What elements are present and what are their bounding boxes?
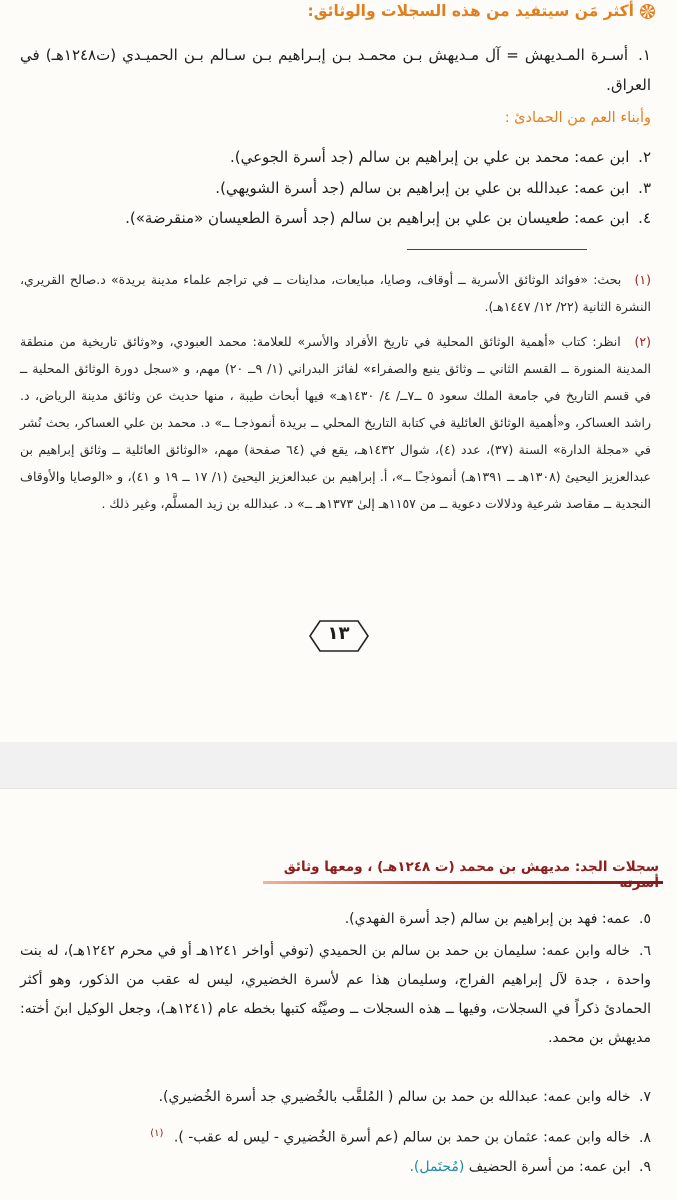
header-rule [263,881,663,884]
section-heading [308,2,655,20]
list-item-2 [20,142,651,172]
item-text: ابن عمه: عبدالله بن علي بن إبراهيم بن سالم (جد أسرة الشويهي). [215,179,630,197]
item-text: ابن عمه: من أسرة الحضيف [468,1159,631,1175]
sunburst-bullet-icon [640,4,655,19]
list-item-8 [20,1119,651,1153]
list-item-3 [20,173,651,203]
item-text: أسـرة المـديهش = آل مـديهش بـن محمـد بـن إبـراهيم بـن سـالم بـن الحميـدي (ت١٢٤٨هـ) في العراق. [20,46,651,94]
item-number: ٦. [639,943,651,959]
item-number: ٨. [639,1129,651,1146]
item-text: خاله وابن عمه: عثمان بن حمد بن سالم (عم أسرة الخُضيري - ليس له عقب- ). [173,1129,631,1146]
page-number-badge [308,619,370,653]
footnote-marker: (١) [634,272,651,287]
list-item-9 [20,1153,651,1182]
footnote-reference[interactable]: (١) [150,1128,164,1139]
footnote-marker: (٢) [634,334,651,349]
footnote-text: انظر: كتاب «أهمية الوثائق المحلية في تاريخ الأفراد والأسر» للعلامة: محمد العبودي، و«وثائق تاريخية من منطقة المدينة المنورة ــ القسم الثاني ــ وثائق ينبع والصفراء» لفائز البدراني (١/ ٩ــ ٢٠) مهم، و «سجل دورة الوثائق المحلية ــ في قسم التاريخ في جامعة الملك سعود ٥ ــ٧ــ/ ٤/ ١٤٣٠هـ» فيها أبحاث طيبة ، منها حديث عن وثائق مدينة الرياض، د. راشد العساكر، و«أهمية الوثائق العائلية في كتابة التاريخ المحلي ــ بريدة أنموذجـا ــ» د. محمد بن علي العساكر، بحث نُشر في «مجلة الدارة» السنة (٣٧)، عدد (٤)، شوال ١٤٣٢هـ، يقع في (٦٤ صفحة) مهم، «الوثائق العائلية ــ وثائق إبراهيم بن عبدالعزيز اليحيئ (١٣٠٨هـ ــ ١٣٩١هـ) أنموذجـًا ــ»، أ. إبراهيم بن عبدالعزيز اليحيئ (١/ ١٧ ــ ١٩ و ٤١)، و «الوصايا والأوقاف النجدية ــ مقاصد شرعية ودلالات دعوية ــ من ١١٥٧هـ إلىٰ ١٣٧٣هـ ــ» د. عبدالله بن زيد المسلَّم، وغير ذلك . [20,334,652,511]
footnote-1 [20,266,651,320]
list-item-7 [20,1083,651,1112]
item-text: عمه: فهد بن إبراهيم بن سالم (جد أسرة الفهدي). [344,911,631,927]
item-number: ٣. [638,179,651,197]
item-text: خاله وابن عمه: سليمان بن حمد بن سالم بن الحميدي (توفي أواخر ١٢٤١هـ أو في محرم ١٢٤٢هـ)، له بنت واحدة ، جدة لآل إبراهيم الفراج، وسليمان هذا عم لأسرة الخضيري، ليس له عقب من الذكور، وهو أكثر الحمادئ ذكراً في السجلات، وفيها ــ هذه السجلات ــ وصيَّتُه كتبها بخطه عام (١٢٤١هـ)، وجعل الوكيل ابنَ أخته: مديهش بن محمد. [20,943,651,1046]
cousins-subheading: وأبناء العم من الحمادئ : [504,110,651,126]
list-item-1 [20,40,651,100]
item-number: ٥. [639,911,651,927]
running-header-text: سجلات الجد: مديهش بن محمد (ت ١٢٤٨هـ) ، ومعها وثائق [283,859,659,875]
item-number: ٩. [639,1159,651,1175]
page-number: ١٣ [327,623,350,644]
footnote-text: بحث: «فوائد الوثائق الأسرية ــ أوقاف، وصايا، مبايعات، مداينات ــ في تراجم علماء مدينة بريدة» د.صالح القريري، النشرة الثانية (٢٢/ ١٢/ ١٤٤٧هـ). [20,272,651,314]
running-header [263,857,663,887]
item-text: خاله وابن عمه: عبدالله بن حمد بن سالم ( المُلقَّب بالخُضيري جد أسرة الخُضيري). [158,1089,631,1105]
footnote-2 [20,328,651,517]
item-number: ١. [638,46,651,64]
list-item-5 [20,905,651,934]
list-item-4 [20,203,651,233]
item-number: ٧. [639,1089,651,1105]
item-note: (مُحتَمل). [409,1159,465,1175]
item-number: ٢. [638,148,651,166]
section-heading-text: أكثر مَن سيتفيد من هذه السجلات والوثائق: [307,2,634,20]
list-item-6 [20,937,651,1053]
item-text: ابن عمه: محمد بن علي بن إبراهيم بن سالم (جد أسرة الجوعي). [229,148,630,166]
page-14 [0,788,677,1200]
footnote-separator [407,249,587,250]
item-number: ٤. [638,209,651,227]
item-text: ابن عمه: طعيسان بن علي بن إبراهيم بن سالم (جد أسرة الطعيسان «منقرضة»). [125,209,630,227]
